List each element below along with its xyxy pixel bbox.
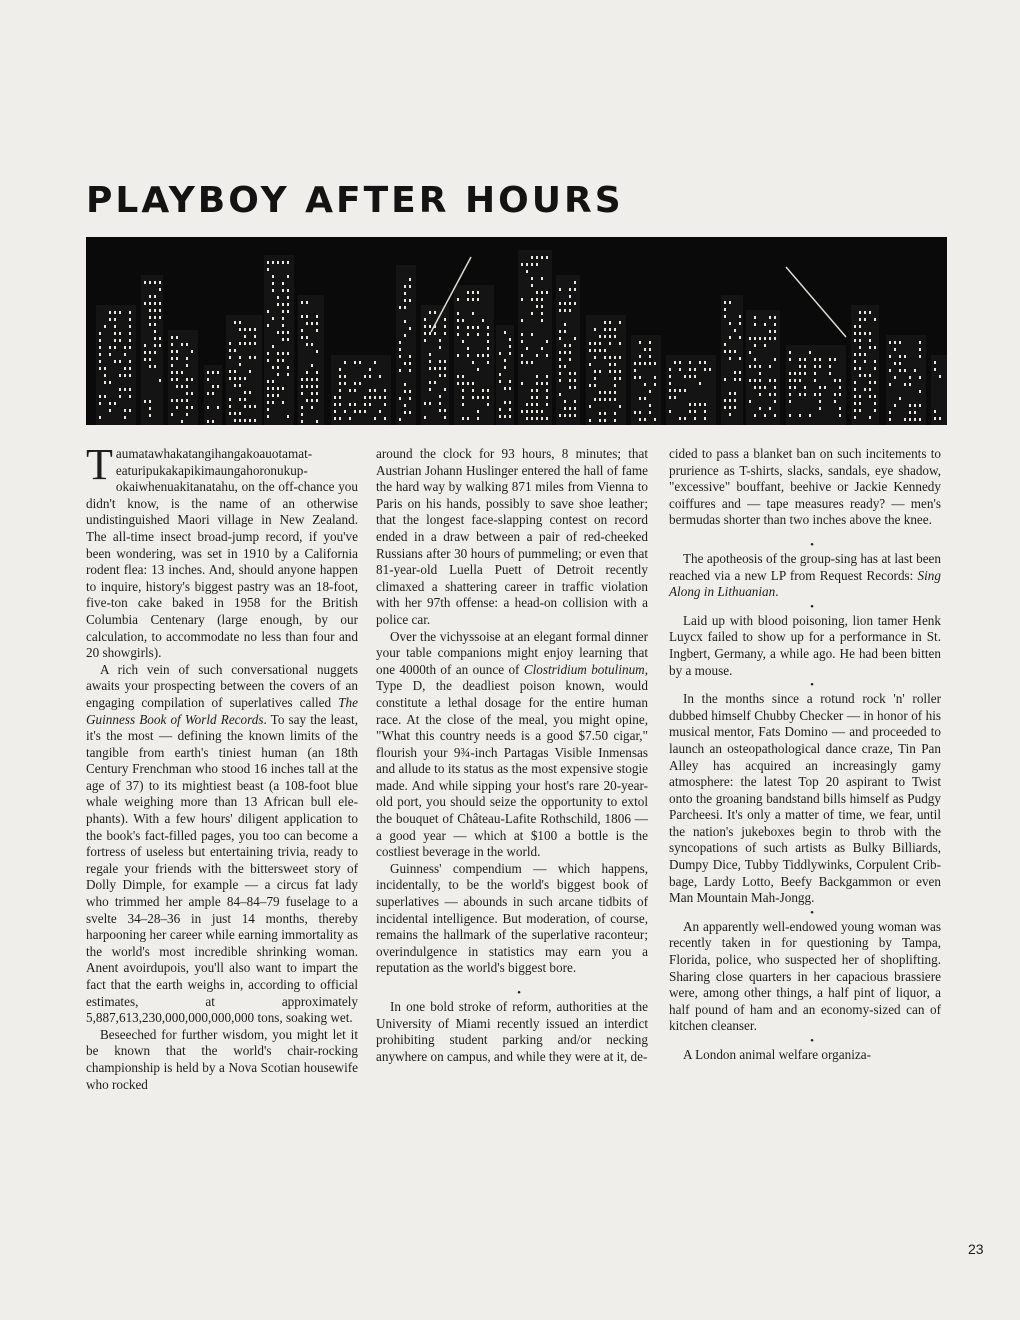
paragraph-text: The apotheosis of the group-sing has at last been reached via a new LP from Request Records: xyxy=(669,550,941,583)
skyline-building xyxy=(496,325,514,425)
animal-welfare-paragraph: A London animal welfare organiza- xyxy=(683,1047,871,1062)
skyline-drawing xyxy=(86,237,947,425)
skyline-building xyxy=(96,305,136,425)
skyline-building xyxy=(556,275,580,425)
skyline-building xyxy=(331,355,391,425)
skyline-building xyxy=(226,315,262,425)
drop-cap: T xyxy=(86,440,113,489)
section-bullet: • xyxy=(810,1035,814,1047)
chubby-checker-paragraph: In the months since a rotund rock 'n' roller dubbed himself Chubby Checker — in honor of his musical mentor, Fats Domino — and proceeded to launch an osteopathological dance craze, Tin Pan Alley has acquired an increasingly gamy atmosphere: the latest Top 20 aspirant to Twist onto the groaning bandstand bills himself as Pudgy Parcheesi. It's only a matter of time, we fear, until the nation's jukeboxes begin to throb with the syncopations of such artists as Bulky Billiards, Dumpy Dice, Tubby Tiddlywinks, Corpulent Cribbage, Lardy Lotto, Beefy Backgammon or even Man Mountain Mah-Jongg. xyxy=(669,691,941,906)
skyline-building xyxy=(298,295,324,425)
album-title: Sing Along in Lithuanian xyxy=(669,567,941,600)
paragraph-text: . To say the least, it's the most — defining the known limits of the tangible from earth's tiniest human (an 18th Century Frenchman who stood 16 inches tall at the age of 37) to its mightiest beast (a 108-foot blue whale weighing more than 13 African bull elephants). With a few hours' diligent application to the book's fact-filled pages, you too can become a fortress of useless but entertaining trivia, ready to regale your friends with the bittersweet story of Dolly Dimple, for example — a circus fat lady who trimmed her ample 84–84–79 fuselage to a svelte 34–28–36 in just 14 months, thereby harpooning her career while earning immortality as the world's most incredible shrinking woman. Anent avoirdupois, you'll also want to impart the fact that the earth weighs in, according to official estimates, at approximately 5,887,613,230,000,000,000,000 tons, soaking wet. xyxy=(86,711,358,1026)
page-title: PLAYBOY AFTER HOURS xyxy=(86,180,624,221)
skyline-building xyxy=(786,345,846,425)
intro-paragraph xyxy=(86,440,358,662)
compendium-paragraph: Guinness' compendium — which happens, incidentally, to be the world's biggest book of superlatives — abounds in such arcane tidbits of incidental intelligence. But moderation, of course, remains the hallmark of the superlative raconteur; overindulgence in statistics may earn you a reputation as the world's biggest bore. xyxy=(376,860,648,976)
miami-paragraph: In one bold stroke of reform, authorities at the University of Miami recently issued an interdict prohibiting student parking and/or necking anywhere on campus, and while they were at it, de- xyxy=(376,999,648,1064)
book-title: The Guinness Book of World Records xyxy=(86,694,358,727)
paragraph-text: . xyxy=(775,584,779,600)
skyline-building xyxy=(141,275,163,425)
shoplifting-paragraph: An apparently well-endowed young woman was recently taken in for questioning by Tampa, Florida, police, who suspected her of shoplifting. Sharing close quarters in her capacious brassiere were, among other things, a half pint of liquor, a half pound of ham and an economy-sized can of kitchen cleanser. xyxy=(669,918,941,1034)
skyline-building xyxy=(454,285,494,425)
section-bullet: • xyxy=(810,679,814,692)
skyline-building xyxy=(586,315,626,425)
article-column-2 xyxy=(376,446,648,1065)
intro-text: aumatawhakatangihangakoauotamateaturipukakapikimaungahoronukupokaiwhenuakitanatahu, on the off-chance you didn't know, is the name of an otherwise undistinguished Maori village in New Zealand. The all-time insect broad-jump record, if you've been wondering, was set in 1910 by a California rodent flea: 13 inches. And, should anyone happen to inquire, history's biggest pastry was an 18-foot, five-ton cake baked in 1958 for the British Columbia Centenary (large enough, by our calculation, to accommodate no less than four and 20 showgirls). xyxy=(86,446,358,661)
section-bullet: • xyxy=(810,906,814,919)
skyline-building xyxy=(631,335,661,425)
paragraph-text: , Type D, the deadliest poison known, would constitute a lethal dosage for the entire human race. At the close of the meal, you might opine, "What this country needs is a good $7.50 cigar," flourish your 9¾-inch Partagas Visible Inmensas and allude to its status as the most expensive stogie made. And while sipping your host's rare 20-year-old port, you should seize the opportunity to extol the bouquet of Château-Lafite Rothschild, 1806 — a good year — which at $100 a bottle is the costliest beverage in the world. xyxy=(376,661,648,860)
article-column-3 xyxy=(669,446,941,1064)
page-number: 23 xyxy=(968,1241,984,1257)
dinner-paragraph xyxy=(376,629,648,861)
skyline-building xyxy=(264,255,294,425)
section-bullet: • xyxy=(810,538,814,551)
skyline-building xyxy=(666,355,716,425)
ban-paragraph: cided to pass a blanket ban on such incitements to prurience as T-shirts, slacks, sandals, eye shadow, "excessive" bouffant, beehive or Jackie Kennedy coiffures and — tape measures ready? — men's bermudas shorter than two inches above the knee. xyxy=(669,446,941,528)
searchlight-beam xyxy=(786,267,846,337)
italic-term: Clostridium botulinum xyxy=(523,661,645,677)
skyline-building xyxy=(518,250,552,425)
lp-paragraph xyxy=(669,551,941,601)
records-paragraph: around the clock for 93 hours, 8 minutes; that Austrian Johann Huslinger entered the hall of fame the hard way by walking 871 miles from Vienna to Paris on his hands, possibly to save shoe leather; that the longest face-slapping contest on record ended in a draw between a pair of red-cheeked Russians after 30 hours of pummeling; or even that 81-year-old Luella Puett of Detroit recently climaxed a shattering career in traffic violation with her 97th offense: a head-on collision with a police car. xyxy=(376,446,648,627)
skyline-building xyxy=(396,265,416,425)
guinness-paragraph xyxy=(86,662,358,1027)
section-bullet: • xyxy=(517,987,521,999)
wisdom-paragraph: Beseeched for further wisdom, you might let it be known that the world's chair-rocking championship is held by a Nova Scotian housewife who rocked xyxy=(86,1026,358,1092)
skyline-building xyxy=(746,310,780,425)
city-skyline-illustration xyxy=(86,237,947,425)
skyline-building xyxy=(721,295,743,425)
paragraph-text: Over the vichyssoise at an elegant formal dinner your table companions might enjoy learning that one 4000th of an ounce of xyxy=(376,628,648,677)
skyline-building xyxy=(168,330,198,425)
skyline-building xyxy=(931,355,947,425)
skyline-building xyxy=(886,335,926,425)
paragraph-text: A rich vein of such conversational nuggets awaits your prospecting between the covers of an engaging compilation of superlatives called xyxy=(86,661,358,710)
lion-tamer-paragraph: Laid up with blood poisoning, lion tamer Henk Luycx failed to show up for a performance in St. Ingbert, Germany, a while ago. He had been bitten by a mouse. xyxy=(669,612,941,678)
article-column-1 xyxy=(86,440,358,1093)
skyline-building xyxy=(204,365,222,425)
section-bullet: • xyxy=(810,600,814,613)
skyline-building xyxy=(851,305,879,425)
